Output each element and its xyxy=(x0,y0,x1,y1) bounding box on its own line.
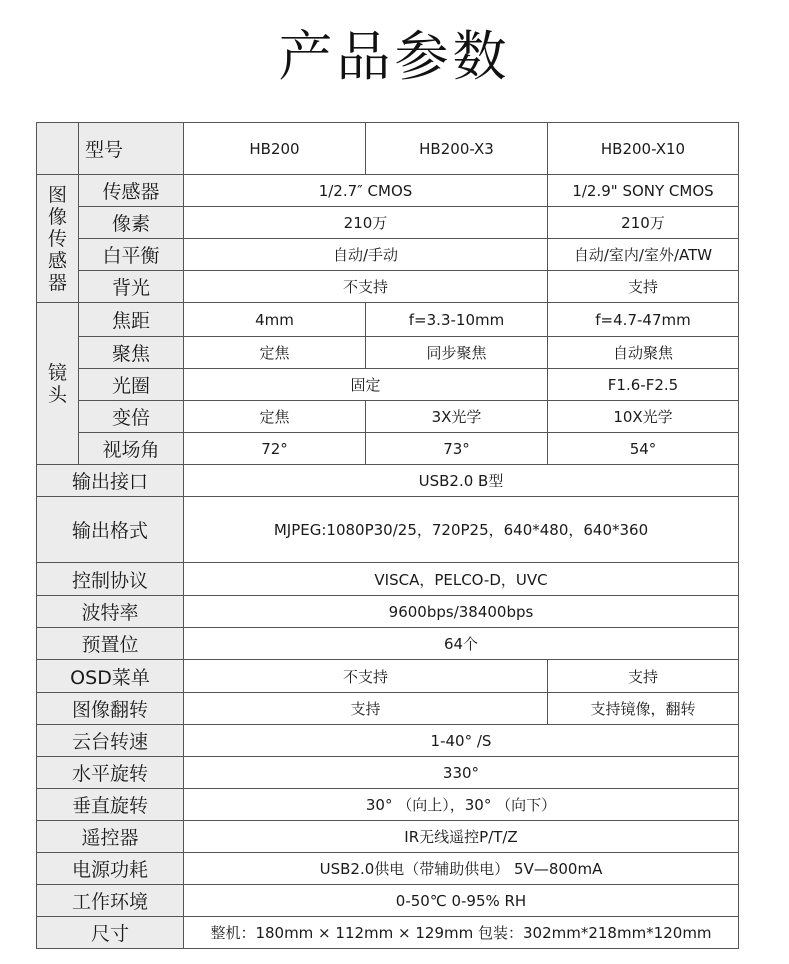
osd-value-x3: 不支持 xyxy=(184,660,548,693)
spec-row-zoom xyxy=(37,401,739,433)
model-label: 型号 xyxy=(79,123,184,175)
fov-label: 视场角 xyxy=(79,433,184,465)
tilt-value: 30° （向上），30° （向下） xyxy=(184,789,739,821)
focus-value-hb200: 定焦 xyxy=(184,337,366,369)
aperture-value-x3: 固定 xyxy=(184,369,548,401)
pan-value: 330° xyxy=(184,757,739,789)
flip-value-x10: 支持镜像，翻转 xyxy=(548,693,739,725)
focal-value-hb200: 4mm xyxy=(184,303,366,337)
output-port-label: 输出接口 xyxy=(37,465,184,497)
fov-value-x10: 54° xyxy=(548,433,739,465)
focus-value-x10: 自动聚焦 xyxy=(548,337,739,369)
backlight-value-x10: 支持 xyxy=(548,271,739,303)
header-corner-cell xyxy=(37,123,79,175)
spec-row-pan-speed xyxy=(37,725,739,757)
group-lens: 镜 头 xyxy=(37,303,79,465)
aperture-value-x10: F1.6-F2.5 xyxy=(548,369,739,401)
output-format-label: 输出格式 xyxy=(37,497,184,563)
power-value: USB2.0供电（带辅助供电） 5V—800mA xyxy=(184,853,739,885)
tilt-label: 垂直旋转 xyxy=(37,789,184,821)
spec-row-osd xyxy=(37,660,739,693)
aperture-label: 光圈 xyxy=(79,369,184,401)
pan-label: 水平旋转 xyxy=(37,757,184,789)
zoom-value-hb200: 定焦 xyxy=(184,401,366,433)
spec-row-fov xyxy=(37,433,739,465)
output-port-value: USB2.0 B型 xyxy=(184,465,739,497)
pixels-value-x3: 210万 xyxy=(184,207,548,239)
focus-value-x3: 同步聚焦 xyxy=(366,337,548,369)
white-balance-label: 白平衡 xyxy=(79,239,184,271)
power-label: 电源功耗 xyxy=(37,853,184,885)
white-balance-value-x10: 自动/室内/室外/ATW xyxy=(548,239,739,271)
baud-label: 波特率 xyxy=(37,596,184,628)
size-value: 整机：180mm × 112mm × 129mm 包装：302mm*218mm*120mm xyxy=(184,917,739,949)
spec-row-power xyxy=(37,853,739,885)
focus-label: 聚焦 xyxy=(79,337,184,369)
spec-row-baud xyxy=(37,596,739,628)
spec-row-pixels xyxy=(37,207,739,239)
model-hb200: HB200 xyxy=(184,123,366,175)
env-label: 工作环境 xyxy=(37,885,184,917)
spec-row-output-format xyxy=(37,497,739,563)
spec-row-remote xyxy=(37,821,739,853)
pixels-label: 像素 xyxy=(79,207,184,239)
pixels-value-x10: 210万 xyxy=(548,207,739,239)
osd-label: OSD菜单 xyxy=(37,660,184,693)
focal-value-x10: f=4.7-47mm xyxy=(548,303,739,337)
baud-value: 9600bps/38400bps xyxy=(184,596,739,628)
zoom-value-x3: 3X光学 xyxy=(366,401,548,433)
zoom-label: 变倍 xyxy=(79,401,184,433)
backlight-value-x3: 不支持 xyxy=(184,271,548,303)
remote-label: 遥控器 xyxy=(37,821,184,853)
sensor-value-x3: 1/2.7″ CMOS xyxy=(184,175,548,207)
fov-value-hb200: 72° xyxy=(184,433,366,465)
osd-value-x10: 支持 xyxy=(548,660,739,693)
pan-speed-label: 云台转速 xyxy=(37,725,184,757)
pan-speed-value: 1-40° /S xyxy=(184,725,739,757)
sensor-label: 传感器 xyxy=(79,175,184,207)
output-format-value: MJPEG:1080P30/25，720P25，640*480，640*360 xyxy=(184,497,739,563)
spec-row-size xyxy=(37,917,739,949)
zoom-value-x10: 10X光学 xyxy=(548,401,739,433)
page-title: 产品参数 xyxy=(278,25,511,88)
flip-value-x3: 支持 xyxy=(184,693,548,725)
spec-row-flip xyxy=(37,693,739,725)
spec-row-pan xyxy=(37,757,739,789)
focal-value-x3: f=3.3-10mm xyxy=(366,303,548,337)
spec-row-sensor xyxy=(37,175,739,207)
model-hb200-x10: HB200-X10 xyxy=(548,123,739,175)
backlight-label: 背光 xyxy=(79,271,184,303)
spec-row-focal xyxy=(37,303,739,337)
size-label: 尺寸 xyxy=(37,917,184,949)
model-hb200-x3: HB200-X3 xyxy=(366,123,548,175)
presets-label: 预置位 xyxy=(37,628,184,660)
fov-value-x3: 73° xyxy=(366,433,548,465)
spec-row-protocol xyxy=(37,563,739,596)
white-balance-value-x3: 自动/手动 xyxy=(184,239,548,271)
spec-row-presets xyxy=(37,628,739,660)
spec-table xyxy=(36,122,739,949)
header-row xyxy=(37,123,739,175)
protocol-value: VISCA，PELCO-D，UVC xyxy=(184,563,739,596)
sensor-value-x10: 1/2.9" SONY CMOS xyxy=(548,175,739,207)
group-image-sensor: 图 像 传 感 器 xyxy=(37,175,79,303)
spec-row-focus xyxy=(37,337,739,369)
env-value: 0-50℃ 0-95% RH xyxy=(184,885,739,917)
spec-row-white-balance xyxy=(37,239,739,271)
spec-row-backlight xyxy=(37,271,739,303)
spec-row-tilt xyxy=(37,789,739,821)
presets-value: 64个 xyxy=(184,628,739,660)
protocol-label: 控制协议 xyxy=(37,563,184,596)
spec-row-aperture xyxy=(37,369,739,401)
remote-value: IR无线遥控P/T/Z xyxy=(184,821,739,853)
focal-label: 焦距 xyxy=(79,303,184,337)
spec-row-env xyxy=(37,885,739,917)
spec-row-output-port xyxy=(37,465,739,497)
flip-label: 图像翻转 xyxy=(37,693,184,725)
